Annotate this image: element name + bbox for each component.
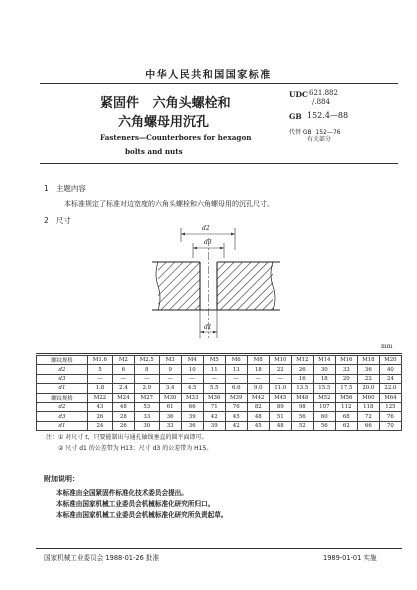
value-cell: 18 [247, 365, 269, 374]
dimension-table [36, 355, 402, 431]
figure-label-d2: d2 [202, 225, 210, 232]
value-cell: 70 [379, 421, 401, 430]
size-cell: M33 [181, 393, 203, 402]
size-cell: M4 [181, 356, 203, 365]
value-cell: 26 [88, 412, 113, 421]
value-cell: 48 [269, 421, 291, 430]
udc-number-2: /.884 [312, 98, 330, 106]
value-cell: 43 [88, 402, 113, 411]
row-label-d1: d1 [37, 384, 88, 393]
approval-date: 国家机械工业委员会 1988-01-26 批准 [44, 554, 160, 562]
value-cell: 1.8 [88, 384, 113, 393]
value-cell: — [181, 374, 203, 383]
value-cell: 36 [357, 365, 379, 374]
value-cell: 89 [269, 402, 291, 411]
udc-label: UDC [289, 90, 309, 99]
value-cell: 3.4 [159, 384, 181, 393]
standard-type-title: 中华人民共和国国家标准 [145, 70, 272, 81]
value-cell: 24 [88, 421, 113, 430]
header-bottom-rule [40, 163, 398, 164]
value-cell: 5 [88, 365, 113, 374]
figure-label-d3: d3 [204, 239, 212, 246]
row-label-d3: d3 [37, 412, 88, 421]
size-cell: M10 [269, 356, 291, 365]
value-cell: 11 [203, 365, 225, 374]
table-row [37, 393, 402, 402]
appendix-line-3: 本标准由国家机械工业委员会机械标准化研究所负责起草。 [56, 511, 228, 519]
value-cell: 20 [335, 374, 357, 383]
value-cell: 125 [379, 402, 401, 411]
value-cell: 42 [225, 421, 247, 430]
replaces-note-2: 有关部分 [307, 136, 332, 143]
value-cell: 24 [379, 374, 401, 383]
value-cell: 16 [291, 374, 313, 383]
table-row [37, 365, 402, 374]
row-label-size: 螺纹规格 [37, 393, 88, 402]
value-cell: 62 [335, 421, 357, 430]
udc-number-1: 621.882 [309, 89, 338, 97]
size-cell: M8 [247, 356, 269, 365]
row-label-d1: d1 [37, 421, 88, 430]
value-cell: 5.5 [203, 384, 225, 393]
section-2-heading: 2 尺寸 [44, 216, 71, 225]
size-cell: M5 [203, 356, 225, 365]
value-cell: 68 [335, 412, 357, 421]
replaces-note-1: 代替 GB 152—76 [289, 129, 341, 136]
size-cell: M24 [112, 393, 134, 402]
table-row [37, 421, 402, 430]
value-cell: 6 [112, 365, 134, 374]
size-cell: M36 [203, 393, 225, 402]
value-cell: 4.5 [181, 384, 203, 393]
table-row [37, 374, 402, 383]
value-cell: 72 [357, 412, 379, 421]
value-cell: 60 [313, 412, 335, 421]
value-cell: 33 [335, 365, 357, 374]
size-cell: M18 [357, 356, 379, 365]
value-cell: 11.0 [269, 384, 291, 393]
table-row [37, 412, 402, 421]
value-cell: 33 [134, 412, 159, 421]
value-cell: 53 [134, 402, 159, 411]
size-cell: M64 [379, 393, 401, 402]
table-top-rule [36, 353, 402, 354]
value-cell: 48 [247, 412, 269, 421]
table-row [37, 384, 402, 393]
appendix-line-2: 本标准由国家机械工业委员会机械标准化研究所归口。 [56, 500, 215, 508]
value-cell: 112 [335, 402, 357, 411]
value-cell: 39 [203, 421, 225, 430]
size-cell: M42 [247, 393, 269, 402]
value-cell: 107 [313, 402, 335, 411]
row-label-size: 螺纹规格 [37, 356, 88, 365]
value-cell: 8 [134, 365, 159, 374]
size-cell: M52 [313, 393, 335, 402]
value-cell: — [88, 374, 113, 383]
value-cell: 6.6 [225, 384, 247, 393]
size-cell: M2 [112, 356, 134, 365]
size-cell: M30 [159, 393, 181, 402]
value-cell: 76 [379, 412, 401, 421]
value-cell: 33 [159, 421, 181, 430]
title-line-2: 六角螺母用沉孔 [118, 115, 210, 130]
value-cell: — [203, 374, 225, 383]
value-cell: 40 [379, 365, 401, 374]
gb-number: 152.4—88 [307, 111, 349, 120]
value-cell: 9 [159, 365, 181, 374]
size-cell: M39 [225, 393, 247, 402]
counterbore-figure [140, 220, 290, 348]
value-cell: — [159, 374, 181, 383]
size-cell: M56 [335, 393, 357, 402]
value-cell: 2.4 [112, 384, 134, 393]
value-cell: 48 [112, 402, 134, 411]
value-cell: 45 [225, 412, 247, 421]
value-cell: 9.0 [247, 384, 269, 393]
size-cell: M27 [134, 393, 159, 402]
value-cell: 71 [203, 402, 225, 411]
value-cell: 45 [247, 421, 269, 430]
value-cell: 20.0 [357, 384, 379, 393]
size-cell: M48 [291, 393, 313, 402]
unit-label: mm [381, 343, 393, 350]
value-cell: 118 [357, 402, 379, 411]
size-cell: M60 [357, 393, 379, 402]
size-cell: M16 [335, 356, 357, 365]
value-cell: 26 [112, 421, 134, 430]
value-cell: 52 [291, 421, 313, 430]
value-cell: 56 [313, 421, 335, 430]
size-cell: M20 [379, 356, 401, 365]
table-row [37, 356, 402, 365]
value-cell: 51 [269, 412, 291, 421]
appendix-heading: 附加说明： [44, 475, 79, 483]
value-cell: 39 [181, 412, 203, 421]
size-cell: M1.6 [88, 356, 113, 365]
value-cell: 15.5 [313, 384, 335, 393]
header-top-rule [40, 83, 398, 84]
value-cell: 22.0 [379, 384, 401, 393]
value-cell: 36 [159, 412, 181, 421]
table-note-1: 注：① 对尺寸 t，只要能制出与通孔轴线垂直的圆平面即可。 [46, 434, 208, 441]
footer-rule [36, 548, 402, 549]
value-cell: 66 [181, 402, 203, 411]
value-cell: 42 [203, 412, 225, 421]
value-cell: 13.5 [291, 384, 313, 393]
value-cell: — [134, 374, 159, 383]
size-cell: M12 [291, 356, 313, 365]
appendix-line-1: 本标准由全国紧固件标准化技术委员会提出。 [56, 489, 188, 497]
size-cell: M45 [269, 393, 291, 402]
row-label-d2: d2 [37, 365, 88, 374]
row-label-d2: d2 [37, 402, 88, 411]
value-cell: 26 [291, 365, 313, 374]
figure-label-d1: d1 [204, 324, 212, 331]
size-cell: M3 [159, 356, 181, 365]
size-cell: M6 [225, 356, 247, 365]
value-cell: 30 [313, 365, 335, 374]
value-cell: 17.5 [335, 384, 357, 393]
size-cell: M2.5 [134, 356, 159, 365]
value-cell: 98 [291, 402, 313, 411]
value-cell: 56 [291, 412, 313, 421]
value-cell: 22 [269, 365, 291, 374]
english-title-line-1: Fasteners—Counterbores for hexagon [100, 133, 252, 142]
value-cell: — [269, 374, 291, 383]
value-cell: 18 [313, 374, 335, 383]
value-cell: 13 [225, 365, 247, 374]
effective-date: 1989-01-01 实施 [323, 554, 377, 562]
section-1-body: 本标准规定了标准对边宽度的六角头螺栓和六角螺母用的沉孔尺寸。 [64, 200, 274, 208]
value-cell: 82 [247, 402, 269, 411]
value-cell: 2.9 [134, 384, 159, 393]
size-cell: M22 [88, 393, 113, 402]
value-cell: — [225, 374, 247, 383]
title-line-1: 紧固件 六角头螺栓和 [100, 96, 231, 111]
value-cell: — [247, 374, 269, 383]
value-cell: 22 [357, 374, 379, 383]
english-title-line-2: bolts and nuts [125, 147, 183, 156]
row-label-d3: d3 [37, 374, 88, 383]
section-1-heading: 1 主题内容 [44, 184, 86, 193]
value-cell: 61 [159, 402, 181, 411]
table-note-2: ② 尺寸 d1 的公差带为 H13；尺寸 d3 的公差带为 H15。 [58, 445, 213, 452]
value-cell: 28 [112, 412, 134, 421]
value-cell: — [112, 374, 134, 383]
value-cell: 36 [181, 421, 203, 430]
value-cell: 76 [225, 402, 247, 411]
gb-label: GB [289, 112, 302, 121]
value-cell: 10 [181, 365, 203, 374]
value-cell: 66 [357, 421, 379, 430]
size-cell: M14 [313, 356, 335, 365]
value-cell: 30 [134, 421, 159, 430]
table-row [37, 402, 402, 411]
